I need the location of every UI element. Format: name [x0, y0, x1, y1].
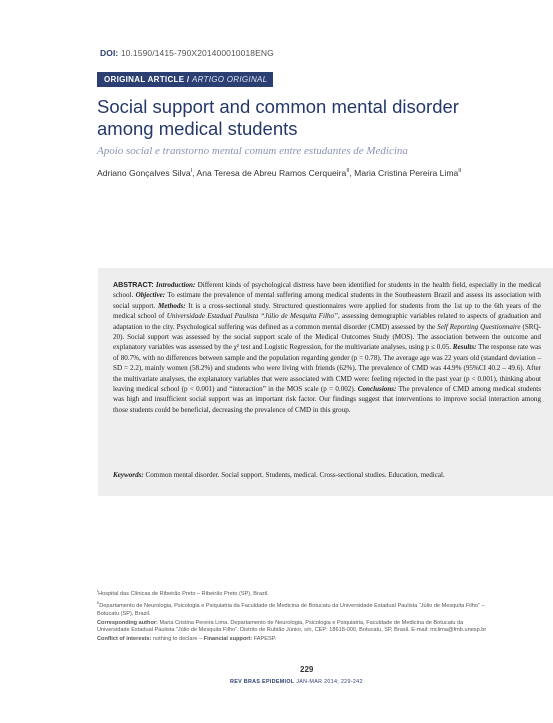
objective-text: To estimate the prevalence of mental suffering among medical students in the Southeastern Brazil and assess its association with social support. — [113, 291, 541, 310]
author-name: Adriano Gonçalves Silva — [97, 168, 191, 178]
author-affiliation-mark: I — [190, 168, 193, 175]
funding-label: Financial support: — [203, 635, 253, 642]
affiliation-text: Departamento de Neurologia, Psicologia e Psiquiatria da Faculdade de Medicina de Botucatu da Universidade Estadual Paulista “Júlio de Mesquita Filho” – Botucatu (SP), Brazil. — [97, 603, 485, 617]
conflict-text: nothing to declare – — [152, 635, 203, 642]
objective-heading: Objective: — [135, 291, 166, 300]
author-list — [97, 168, 537, 178]
article-title: Social support and common mental disorder among medical students — [97, 96, 459, 139]
conclusions-text: The prevalence of CMD among medical students was high and insufficient social support was an important risk factor. Our findings suggest that interventions to improve social interaction among those students could be beneficial, decreasing the prevalence of CMD in this group. — [113, 385, 542, 414]
methods-text: It is a cross-sectional study. Structured questionnaires were applied for students from the 1st up to the 6th years of the medical school of — [113, 301, 541, 321]
affiliation-1 — [97, 587, 497, 598]
affiliation-2 — [97, 599, 497, 618]
doi-label: DOI: — [100, 48, 119, 58]
funding-text: FAPESP. — [253, 635, 277, 642]
abstract-label: ABSTRACT: — [113, 281, 154, 289]
affiliation-mark: I — [97, 588, 99, 593]
srq-name: Self Reporting Questionnaire — [437, 322, 521, 331]
results-text: The response rate was of 80.7%, with no differences between sample and the population regarding gender (p = 0.78). The average age was 22 years old (standard deviation – SD = 2.2), mainly women (58.2%) and students who were living with friends (62%). The prevalence of CMD was 44.9% (95%CI 40.2 – 49.6). After the multivariate analyses, the explanatory variables that were associated with CMD were: feeling rejected in the past year (p < 0.001), thinking about leaving medical school (p < 0.001) and “interaction” in the MOS scale (p = 0.002). — [113, 343, 541, 394]
methods-text-cont: , assessing demographic variables related to aspects of graduation and adaptation to the city. Psychological suffering was defined as a common mental disorder (CMD) assessed by the — [113, 312, 541, 331]
journal-abbreviation: REV BRAS EPIDEMIOL — [230, 679, 295, 685]
methods-text-end: (SRQ-20). Social support was assessed by the social support scale of the Medical Outcomes Study (MOS). The association between the outcome and explanatory variables was assessed by the χ² test and Logistic Regression, for the multivariate analyses, using p ≤ 0.05. — [113, 322, 542, 352]
page-number: 229 — [300, 665, 314, 674]
affiliation-mark: II — [97, 600, 100, 606]
author-affiliation-mark: II — [458, 168, 462, 175]
doi-line — [100, 48, 274, 58]
author-separator: , — [349, 168, 355, 178]
article-type-alt: ARTIGO ORIGINAL — [191, 75, 268, 84]
author-separator: , — [192, 168, 197, 178]
results-heading: Results: — [452, 343, 477, 352]
conclusions-heading: Conclusions: — [357, 385, 397, 394]
introduction-text: Different kinds of psychological distress have been identified for students in the health field, especially in the medical school. — [113, 281, 542, 300]
corresponding-author-text: Maria Cristina Pereira Lima. Departamento de Neurologia, Psicologia e Psiquiatria, Faculdade de Medicina de Botucatu da Universidade Estadual Paulista “Júlio de Mesquita Filho”. Distrito de Rubião Júnior, s/n, CEP: 18618-000, Botucatu, SP, Brasil. E-mail: mclima@fmb.unesp.br — [97, 619, 487, 634]
affiliation-text: Hospital das Clínicas de Ribeirão Preto – Ribeirão Preto (SP), Brazil. — [98, 590, 269, 597]
abstract-text — [113, 280, 541, 415]
footnotes — [97, 587, 497, 644]
article-type-main: ORIGINAL ARTICLE / — [104, 75, 190, 84]
keywords-heading: Keywords: — [113, 471, 144, 479]
corresponding-author-label: Corresponding author: — [97, 619, 158, 626]
author-name: Ana Teresa de Abreu Ramos Cerqueira — [196, 168, 347, 178]
introduction-heading: Introduction: — [155, 281, 196, 289]
doi-value[interactable]: 10.1590/1415-790X201400010018ENG — [120, 48, 274, 58]
conflict-and-funding — [97, 636, 497, 644]
author-affiliation-mark: II — [346, 168, 350, 175]
article-type-banner — [97, 72, 273, 87]
methods-heading: Methods: — [158, 301, 186, 310]
keywords — [113, 470, 541, 480]
corresponding-author — [97, 620, 497, 635]
article-subtitle: Apoio social e transtorno mental comum entre estudantes de Medicina — [97, 145, 408, 157]
journal-footer — [230, 679, 363, 685]
keywords-text: Common mental disorder. Social support. Students, medical. Cross-sectional studies. Education, medical. — [145, 471, 445, 479]
journal-issue: JAN-MAR 2014; 229-242 — [296, 679, 363, 685]
conflict-label: Conflict of interests: — [97, 635, 152, 642]
author-name: Maria Cristina Pereira Lima — [354, 168, 459, 178]
university-name: Universidade Estadual Paulista “Júlio de Mesquita Filho” — [166, 312, 338, 321]
